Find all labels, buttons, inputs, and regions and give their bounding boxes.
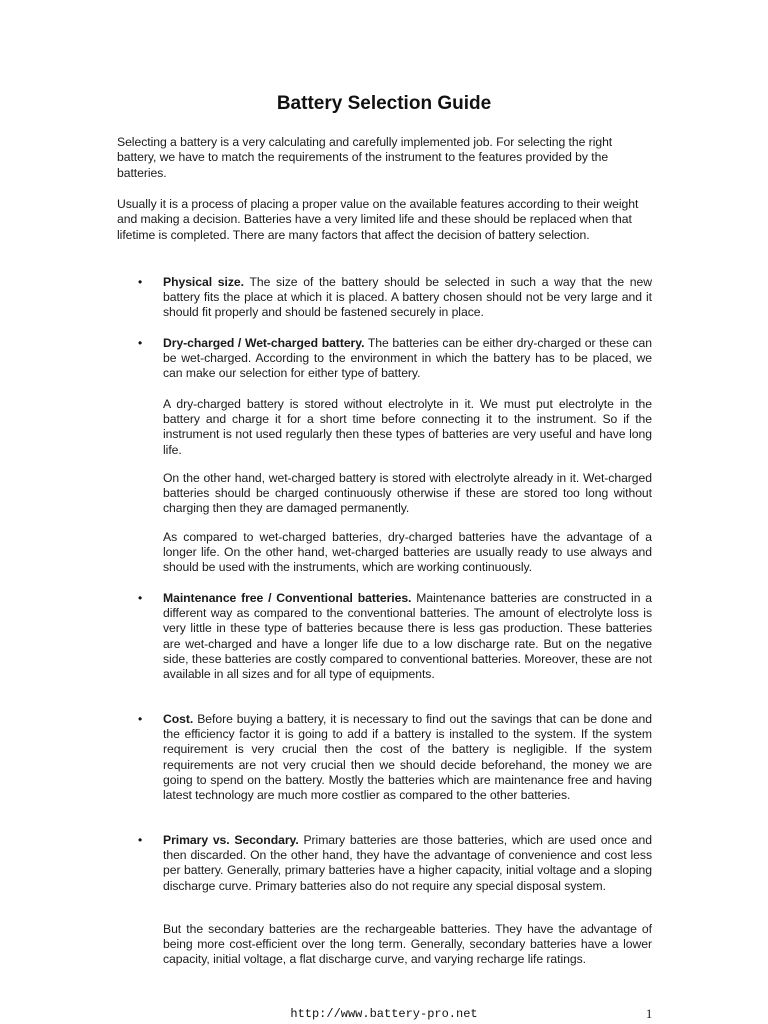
sub-paragraph-secondary: But the secondary batteries are the rechargeable batteries. They have the advantage of being more cost-efficient over the long term. Generally, secondary batteries have a lower capacity, initial voltage, a flat discharge curve, and varying recharge life ratings. xyxy=(163,922,652,967)
footer-url: http://www.battery-pro.net xyxy=(290,1007,478,1021)
bullet-lead: Primary vs. Secondary. xyxy=(163,833,299,847)
bullet-primary-secondary xyxy=(163,833,652,894)
sub-paragraph-comparison: As compared to wet-charged batteries, dry-charged batteries have the advantage of a longer life. On the other hand, wet-charged batteries are usually ready to use always and should be used with the instruments, which are working continuously. xyxy=(163,530,652,575)
bullet-lead: Dry-charged / Wet-charged battery. xyxy=(163,336,365,350)
bullet-maintenance-free xyxy=(163,591,652,682)
bullet-lead: Cost. xyxy=(163,712,194,726)
bullet-lead: Physical size. xyxy=(163,275,244,289)
bullet-text: Maintenance batteries are constructed in a different way as compared to the conventional batteries. The amount of electrolyte loss is very little in these type of batteries because there is less gas production. These batteries are wet-charged and have a longer life due to a low discharge rate. But on the negative side, these batteries are costly compared to conventional batteries. Moreover, these are not available in all sizes and for all type of equipments. xyxy=(163,591,652,682)
bullet-dry-wet-charged xyxy=(163,336,652,382)
bullet-marker: • xyxy=(138,275,143,289)
bullet-cost xyxy=(163,712,652,803)
sub-paragraph-wet-charged: On the other hand, wet-charged battery is stored with electrolyte already in it. Wet-charged batteries should be charged continuously otherwise if these are stored too long without charging then they are damaged permanently. xyxy=(163,471,652,516)
bullet-marker: • xyxy=(138,833,143,847)
bullet-text: Before buying a battery, it is necessary to find out the savings that can be done and the efficiency factor it is going to add if a battery is installed to the system. If the system requirement is very crucial then the cost of the battery is negligible. If the system requirements are not very crucial then we should decide beforehand, the money we are going to spend on the battery. Mostly the batteries which are maintenance free and having latest technology are much more costlier as compared to the other batteries. xyxy=(163,712,652,803)
intro-paragraph-2: Usually it is a process of placing a proper value on the available features according to their weight and making a decision. Batteries have a very limited life and these should be replaced when that lifetime is completed. There are many factors that affect the decision of battery selection. xyxy=(117,197,639,242)
bullet-marker: • xyxy=(138,336,143,350)
bullet-text: The batteries can be either dry-charged or these can be wet-charged. According to the environment in which the battery has to be placed, we can make our selection for either type of battery. xyxy=(163,336,652,381)
bullet-text: Primary batteries are those batteries, which are used once and then discarded. On the other hand, they have the advantage of convenience and cost less per battery. Generally, primary batteries have a higher capacity, initial voltage and a sloping discharge curve. Primary batteries also do not require any special disposal system. xyxy=(163,833,652,893)
page-title: Battery Selection Guide xyxy=(276,93,492,114)
intro-paragraph-1: Selecting a battery is a very calculating and carefully implemented job. For selecting the right battery, we have to match the requirements of the instrument to the features provided by the batteries. xyxy=(117,135,613,180)
bullet-text: The size of the battery should be selected in such a way that the new battery fits the place at which it is placed. A battery chosen should not be very large and it should fit properly and should be fastened securely in place. xyxy=(163,275,652,320)
page-number: 1 xyxy=(646,1007,653,1021)
sub-paragraph-dry-charged: A dry-charged battery is stored without electrolyte in it. We must put electrolyte in the battery and charge it for a short time before connecting it to the instrument. So if the instrument is not used regularly then these types of batteries are very useful and have long life. xyxy=(163,397,652,457)
bullet-lead: Maintenance free / Conventional batteries. xyxy=(163,591,412,605)
bullet-marker: • xyxy=(138,712,143,726)
bullet-marker: • xyxy=(138,591,143,605)
bullet-physical-size xyxy=(163,275,652,321)
